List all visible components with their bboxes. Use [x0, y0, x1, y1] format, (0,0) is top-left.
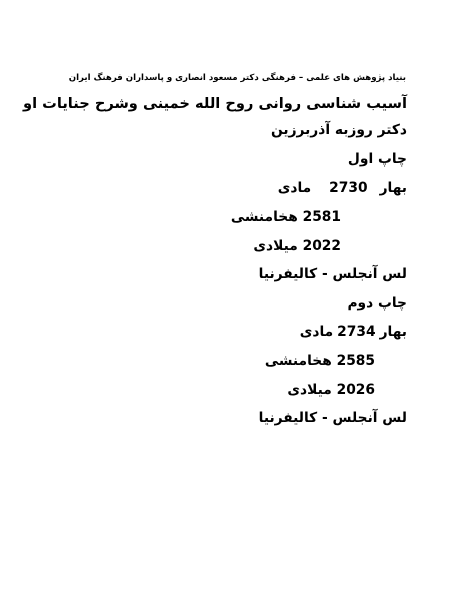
book-title: آسیب شناسی روانی روح الله خمینی وشرح جنایات او	[23, 95, 407, 112]
edition-2-season-date	[300, 326, 407, 340]
author-name: دکتر روزبه آذربرزین	[271, 122, 407, 138]
edition-2-gregorian-year: 2026 میلادی	[287, 382, 375, 398]
edition-2-place: لس آنجلس - کالیفرنیا	[258, 410, 407, 426]
edition-1-hakhamaneshi-year: 2581 هخامنشی	[230, 209, 341, 225]
edition-2-season: بهار	[379, 324, 407, 340]
edition-1-gregorian-year: 2022 میلادی	[253, 238, 341, 254]
edition-1-madi-label: مادی	[277, 180, 312, 196]
edition-1-label: چاپ اول	[347, 151, 407, 167]
edition-2-label: چاپ دوم	[347, 295, 407, 311]
edition-2-year-madi: 2734	[337, 324, 376, 340]
edition-2-hakhamaneshi-year: 2585 هخامنشی	[264, 353, 375, 369]
publisher-header: بنیاد پژوهش های علمی – فرهنگی دکتر مسعود انصاری و پاسداران فرهنگ ایران	[68, 73, 406, 83]
edition-2-madi-label: مادی	[299, 324, 334, 340]
edition-1-season-date	[278, 182, 407, 196]
edition-1-year-madi: 2730	[329, 180, 368, 196]
edition-1-season: بهار	[379, 180, 407, 196]
edition-1-place: لس آنجلس - کالیفرنیا	[258, 266, 407, 282]
